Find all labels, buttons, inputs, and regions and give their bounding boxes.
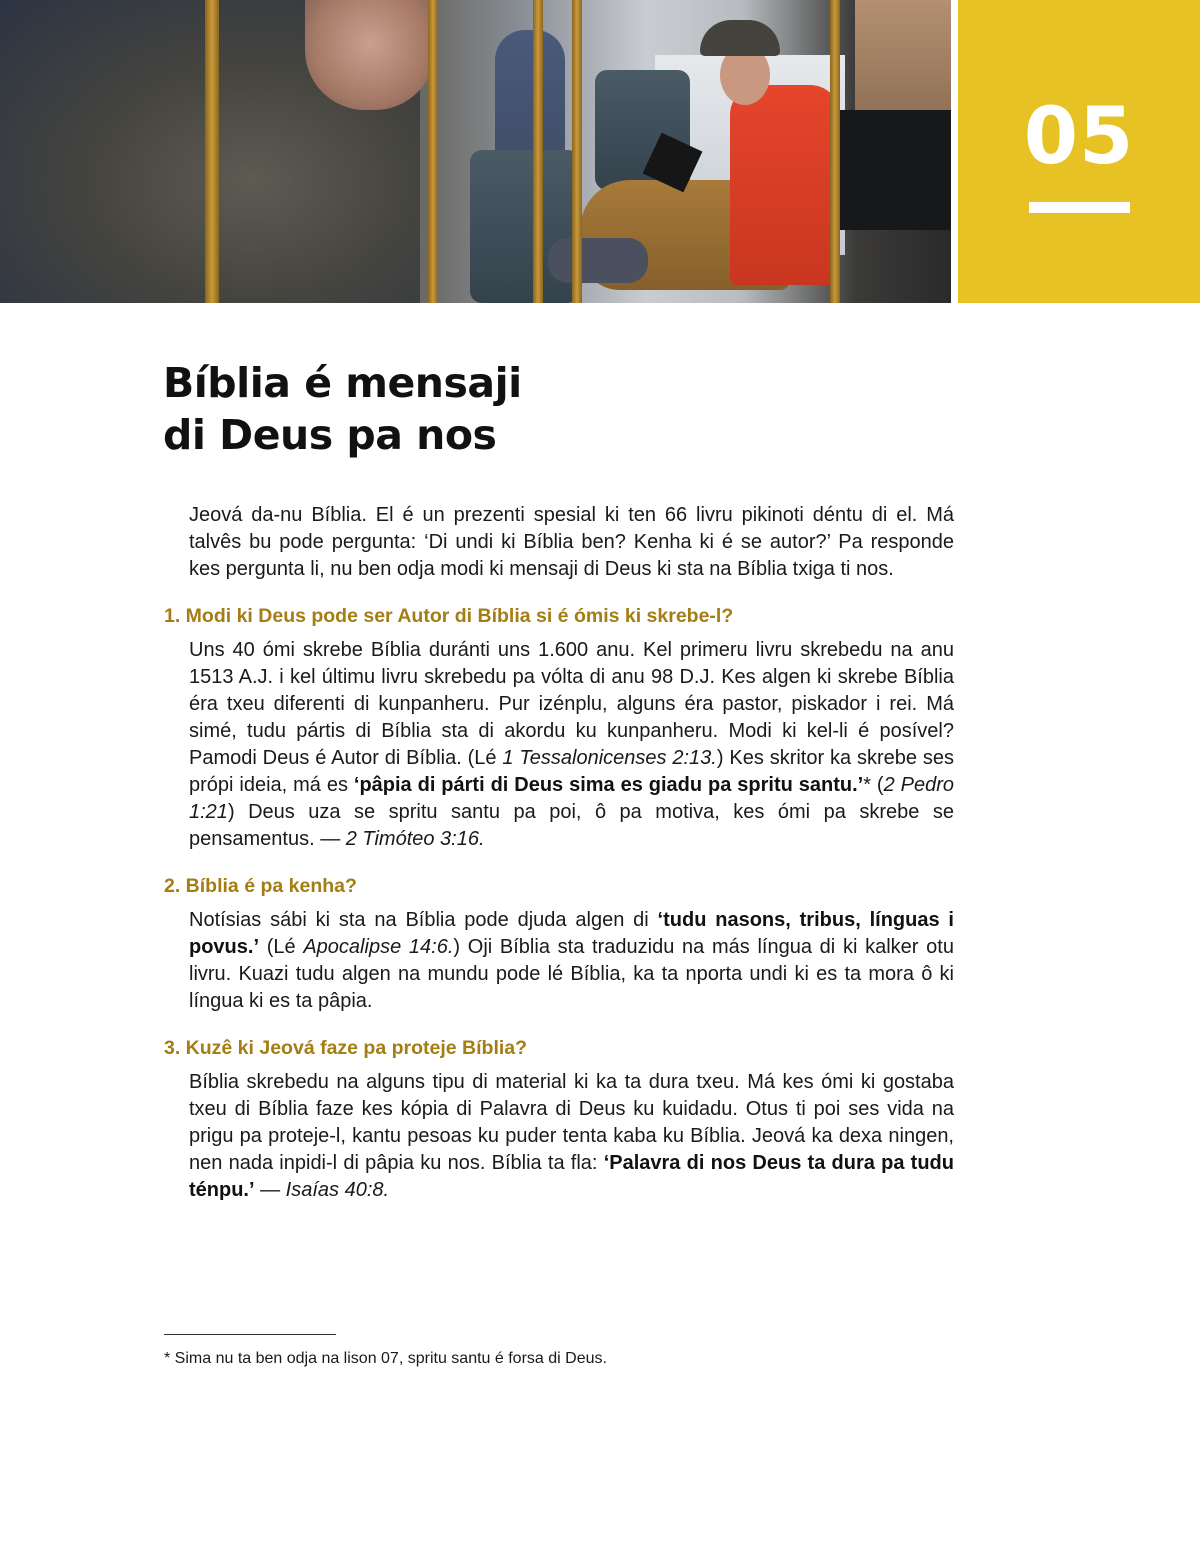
page-title-line-2: di Deus pa nos (163, 411, 497, 459)
answer-text: ) Kes skritor ka skrebe ses própi ideia, má es (189, 747, 954, 796)
photo-man-head (305, 0, 435, 110)
answer-text: ) Oji Bíblia sta traduzidu na más língua di ki kalker otu livru. Kuazi tudu algen na mundu pode lé Bíblia, ka ta nporta undi ki es ta mora ô ki língua ki es ta pâpia. (189, 936, 954, 1012)
answer-text: Bíblia skrebedu na alguns tipu di material ki ka ta dura txeu. Má kes ómi ki gostaba txeu di Bíblia faze kes kópia di Palavra di Deus ku kuidadu. Otus ti poi ses vida na prigu pa proteje-l, kantu pesoas ku puder tenta kaba ku Bíblia. Jeová ka dexa ningen, nen nada inpidi-l di pâpia ku nos. Bíblia ta fla: (189, 1071, 954, 1174)
photo-reader-jacket (730, 85, 840, 285)
answer-text: — (254, 1179, 286, 1201)
question-1: 1. Modi ki Deus pode ser Autor di Bíblia si é ómis ki skrebe-l? (164, 605, 734, 627)
header-photo (0, 0, 951, 303)
photo-handrail-pole (572, 0, 582, 303)
scripture-quote: ‘tudu nasons, tribus, línguas i povus.’ (189, 909, 954, 958)
answer-1 (189, 637, 954, 853)
photo-reader-shoe (548, 238, 648, 283)
scripture-reference[interactable]: 2 Pedro 1:21 (189, 774, 955, 823)
lesson-number-underline (1029, 202, 1130, 213)
photo-handrail-pole (205, 0, 219, 303)
scripture-quote: ‘Palavra di nos Deus ta dura pa tudu ténpu.’ (189, 1152, 954, 1201)
photo-standing-person (855, 0, 951, 120)
photo-handrail-pole (830, 0, 840, 303)
page-title-line-1: Bíblia é mensaji (163, 359, 522, 407)
scripture-reference[interactable]: 2 Timóteo 3:16. (345, 828, 485, 850)
footnote-marker[interactable]: * ( (863, 774, 884, 796)
question-2: 2. Bíblia é pa kenha? (164, 875, 357, 897)
scripture-quote: ‘pâpia di párti di Deus sima es giadu pa spritu santu.’ (353, 774, 864, 796)
photo-reader-cap (700, 20, 780, 56)
page-title (163, 357, 522, 461)
scripture-reference[interactable]: Apocalipse 14:6. (303, 936, 454, 958)
footnote-divider (164, 1334, 336, 1335)
answer-2 (189, 907, 954, 1015)
scripture-reference[interactable]: 1 Tessalonicenses 2:13. (502, 747, 717, 769)
question-3: 3. Kuzê ki Jeová faze pa proteje Bíblia? (164, 1037, 528, 1059)
photo-handrail-pole (533, 0, 543, 303)
answer-text: ) Deus uza se spritu santu pa poi, ô pa motiva, kes ómi pa skrebe se pensamentus. — (189, 801, 954, 850)
footnote: * Sima nu ta ben odja na lison 07, spritu santu é forsa di Deus. (164, 1350, 607, 1367)
lesson-content (164, 502, 954, 1224)
intro-paragraph: Jeová da-nu Bíblia. El é un prezenti spesial ki ten 66 livru pikinoti déntu di el. Má talvês bu pode pergunta: ‘Di undi ki Bíblia ben? Kenha ki é se autor?’ Pa responde kes pergunta li, nu ben odja modi ki mensaji di Deus ki sta na Bíblia txiga ti nos. (189, 504, 954, 580)
answer-3 (189, 1069, 954, 1204)
answer-text: Uns 40 ómi skrebe Bíblia duránti uns 1.600 anu. Kel primeru livru skrebedu na anu 1513 A.J. i kel últimu livru skrebedu pa vólta di anu 98 D.J. Kes algen ki skrebe Bíblia éra txeu diferenti di kunpanheru. Pur izénplu, alguns éra pastor, piskador i rei. Má simé, tudu pártis di Bíblia sta di akordu ku kunpanheru. Modi ki kel-li é posível? Pamodi Deus é Autor di Bíblia. (Lé (189, 639, 954, 769)
answer-text: Notísias sábi ki sta na Bíblia pode djuda algen di (189, 909, 658, 931)
answer-text: (Lé (259, 936, 304, 958)
lesson-number-panel (958, 0, 1200, 303)
photo-handrail-pole (428, 0, 438, 303)
scripture-reference[interactable]: Isaías 40:8. (285, 1179, 390, 1201)
lesson-number: 05 (1023, 92, 1135, 182)
